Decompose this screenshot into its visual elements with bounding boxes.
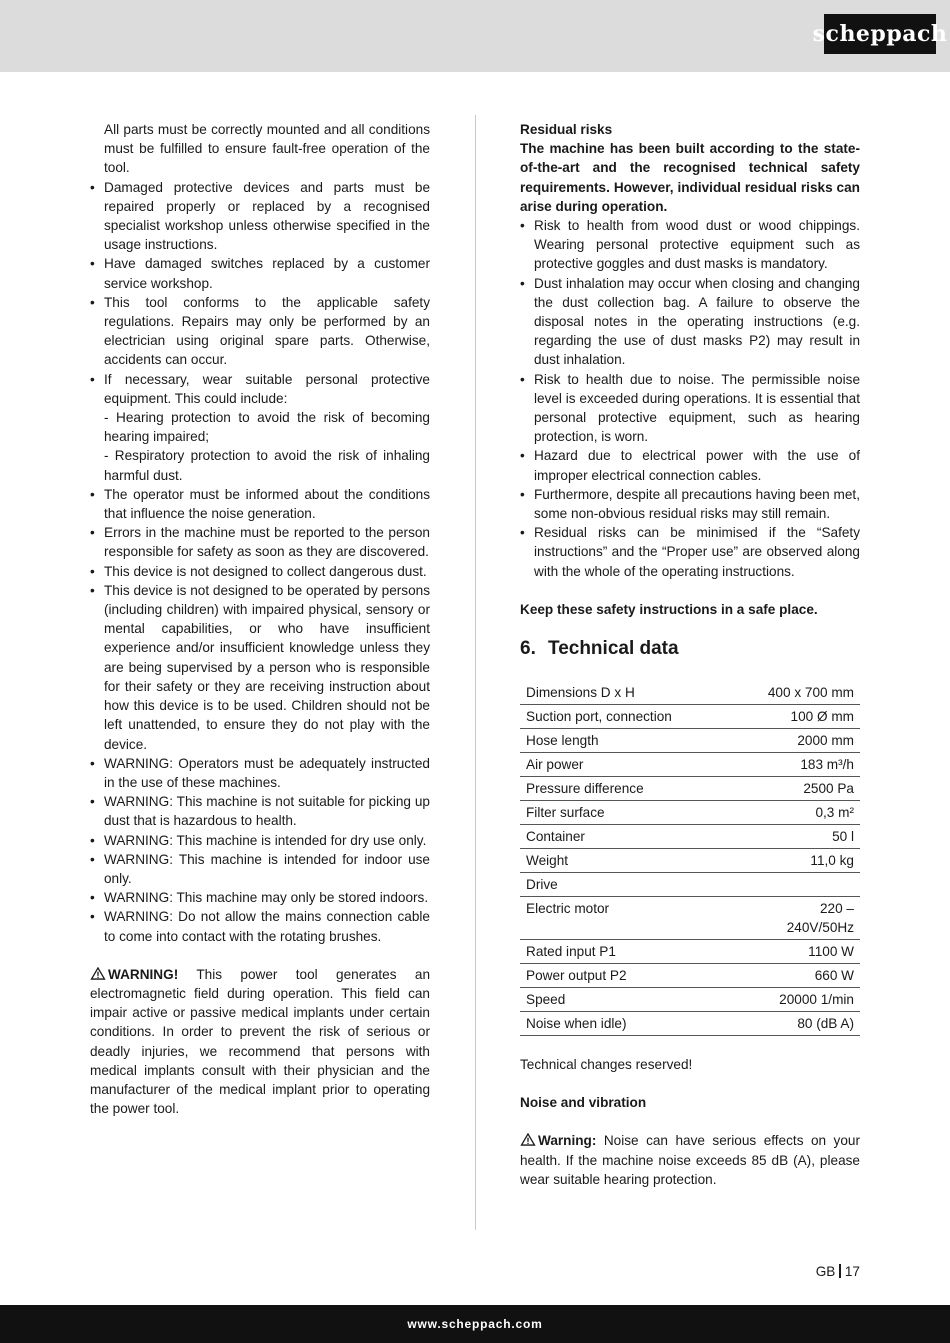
spec-value: 2000 mm bbox=[730, 729, 860, 753]
spec-value: 2500 Pa bbox=[730, 777, 860, 801]
spec-value: 1100 W bbox=[730, 940, 860, 964]
warning-triangle-icon bbox=[520, 1133, 536, 1146]
section-heading bbox=[520, 637, 860, 661]
warning-text: Noise can have serious effects on your health. If the machine noise exceeds 85 dB (A), please wear suitable hearing protection. bbox=[520, 1133, 860, 1187]
spec-label: Pressure difference bbox=[520, 777, 730, 801]
noise-warning bbox=[520, 1131, 860, 1189]
list-item: • Risk to health due to noise. The permissible noise level is exceeded during operations. It is essential that personal protective equipment, such as hearing protection, is worn. bbox=[520, 370, 860, 447]
page-number-value: 17 bbox=[844, 1264, 860, 1279]
list-item: • WARNING: This machine is not suitable for picking up dust that is hazardous to health. bbox=[90, 792, 430, 830]
spec-label: Weight bbox=[520, 849, 730, 873]
brand-logo: scheppach bbox=[824, 14, 936, 54]
list-item: All parts must be correctly mounted and all conditions must be fulfilled to ensure fault-free operation of the tool. bbox=[104, 122, 430, 176]
residual-risks-heading: Residual risks bbox=[520, 122, 613, 137]
spec-label: Drive bbox=[520, 873, 730, 897]
list-item: • The operator must be informed about the conditions that influence the noise generation. bbox=[90, 485, 430, 523]
spec-label: Speed bbox=[520, 988, 730, 1012]
list-item: • WARNING: Operators must be adequately instructed in the use of these machines. bbox=[90, 754, 430, 792]
list-item: - Hearing protection to avoid the risk of becoming hearing impaired; bbox=[104, 410, 430, 445]
residual-risks-list bbox=[520, 216, 860, 581]
page-number bbox=[790, 1264, 860, 1279]
spec-value: 660 W bbox=[730, 964, 860, 988]
warning-label: Warning: bbox=[538, 1133, 597, 1149]
spec-value: 400 x 700 mm bbox=[730, 681, 860, 705]
spec-value: 50 l bbox=[730, 825, 860, 849]
list-item: • Furthermore, despite all precautions having been met, some non-obvious residual risks may still remain. bbox=[520, 485, 860, 523]
language-code: GB bbox=[815, 1264, 836, 1279]
list-item: • Have damaged switches replaced by a customer service workshop. bbox=[90, 254, 430, 292]
spec-value: 11,0 kg bbox=[730, 849, 860, 873]
section-title: Technical data bbox=[548, 638, 679, 660]
table-row bbox=[520, 753, 860, 777]
table-row bbox=[520, 964, 860, 988]
header-band bbox=[0, 0, 950, 72]
column-divider bbox=[475, 115, 476, 1230]
warning-label: WARNING! bbox=[108, 966, 179, 982]
table-row bbox=[520, 777, 860, 801]
list-item: • Residual risks can be minimised if the “Safety instructions” and the “Proper use” are observed along with the whole of the operating instructions. bbox=[520, 523, 860, 581]
list-item: • WARNING: This machine is intended for dry use only. bbox=[90, 831, 430, 850]
noise-vibration-heading: Noise and vibration bbox=[520, 1095, 647, 1111]
table-row bbox=[520, 801, 860, 825]
table-row bbox=[520, 897, 860, 940]
list-item: • Hazard due to electrical power with the use of improper electrical connection cables. bbox=[520, 446, 860, 484]
left-column bbox=[90, 120, 430, 1118]
list-item: • WARNING: Do not allow the mains connection cable to come into contact with the rotating brushes. bbox=[90, 907, 430, 945]
list-item: • This tool conforms to the applicable safety regulations. Repairs may only be performed by an electrician using original spare parts. Otherwise, accidents can occur. bbox=[90, 293, 430, 370]
warning-triangle-icon bbox=[90, 967, 106, 980]
table-row bbox=[520, 873, 860, 897]
website-link[interactable]: www.scheppach.com bbox=[407, 1317, 543, 1331]
list-item: • Damaged protective devices and parts must be repaired properly or replaced by a recognised specialist workshop unless otherwise specified in the usage instructions. bbox=[90, 178, 430, 255]
spec-label: Electric motor bbox=[520, 897, 730, 940]
right-column bbox=[520, 120, 860, 1189]
list-item: • Errors in the machine must be reported to the person responsible for safety as soon as they are discovered. bbox=[90, 523, 430, 561]
footer-band bbox=[0, 1305, 950, 1343]
spec-value: 80 (dB A) bbox=[730, 1012, 860, 1036]
table-row bbox=[520, 681, 860, 705]
safety-list bbox=[90, 120, 430, 946]
list-item: - Respiratory protection to avoid the risk of inhaling harmful dust. bbox=[104, 448, 430, 483]
list-item: • Risk to health from wood dust or wood chippings. Wearing personal protective equipment such as protective goggles and dust masks is mandatory. bbox=[520, 216, 860, 274]
spec-label: Noise when idle) bbox=[520, 1012, 730, 1036]
keep-safe-note: Keep these safety instructions in a safe place. bbox=[520, 601, 818, 617]
warning-text: This power tool generates an electromagnetic field during operation. This field can impair active or passive medical implants under certain conditions. In order to prevent the risk of serious or deadly injuries, we recommend that persons with medical implants consult with their physician and the manufacturer of the medical implant prior to operating the power tool. bbox=[90, 966, 430, 1117]
table-row bbox=[520, 849, 860, 873]
list-item: • This device is not designed to collect dangerous dust. bbox=[90, 562, 430, 581]
table-row bbox=[520, 988, 860, 1012]
technical-data-table bbox=[520, 681, 860, 1036]
spec-value: 20000 1/min bbox=[730, 988, 860, 1012]
spec-label: Container bbox=[520, 825, 730, 849]
table-row bbox=[520, 705, 860, 729]
list-item: • This device is not designed to be operated by persons (including children) with impaired physical, sensory or mental capabilities, or who have insufficient experience and/or insufficient knowledge unless they are being supervised by a person who is responsible for their safety or they are receiving instruction about how this device is to be used. Children should not be left unattended, to ensure they do not play with the device. bbox=[90, 581, 430, 754]
emf-warning bbox=[90, 965, 430, 1119]
spec-label: Dimensions D x H bbox=[520, 681, 730, 705]
section-number: 6. bbox=[520, 638, 536, 660]
list-item: • Dust inhalation may occur when closing and changing the dust collection bag. A failure to observe the disposal notes in the operating instructions (e.g. regarding the use of dust masks P2) may result in dust inhalation. bbox=[520, 274, 860, 370]
spec-value bbox=[730, 873, 860, 897]
spec-label: Rated input P1 bbox=[520, 940, 730, 964]
list-item: • WARNING: This machine is intended for indoor use only. bbox=[90, 850, 430, 888]
spec-value: 0,3 m² bbox=[730, 801, 860, 825]
spec-label: Suction port, connection bbox=[520, 705, 730, 729]
technical-changes-note: Technical changes reserved! bbox=[520, 1057, 693, 1073]
table-row bbox=[520, 940, 860, 964]
spec-label: Filter surface bbox=[520, 801, 730, 825]
separator-bar bbox=[839, 1264, 841, 1278]
spec-label: Air power bbox=[520, 753, 730, 777]
spec-value: 100 Ø mm bbox=[730, 705, 860, 729]
residual-risks-intro: The machine has been built according to the state-of-the-art and the recognised technical safety requirements. However, individual residual risks can arise during operation. bbox=[520, 141, 860, 214]
spec-value: 183 m³/h bbox=[730, 753, 860, 777]
table-row bbox=[520, 1012, 860, 1036]
spec-label: Hose length bbox=[520, 729, 730, 753]
table-row bbox=[520, 825, 860, 849]
list-item: • WARNING: This machine may only be stored indoors. bbox=[90, 888, 430, 907]
spec-label: Power output P2 bbox=[520, 964, 730, 988]
list-item: • If necessary, wear suitable personal protective equipment. This could include: bbox=[90, 370, 430, 408]
table-row bbox=[520, 729, 860, 753]
spec-value: 220 – 240V/50Hz bbox=[730, 897, 860, 940]
